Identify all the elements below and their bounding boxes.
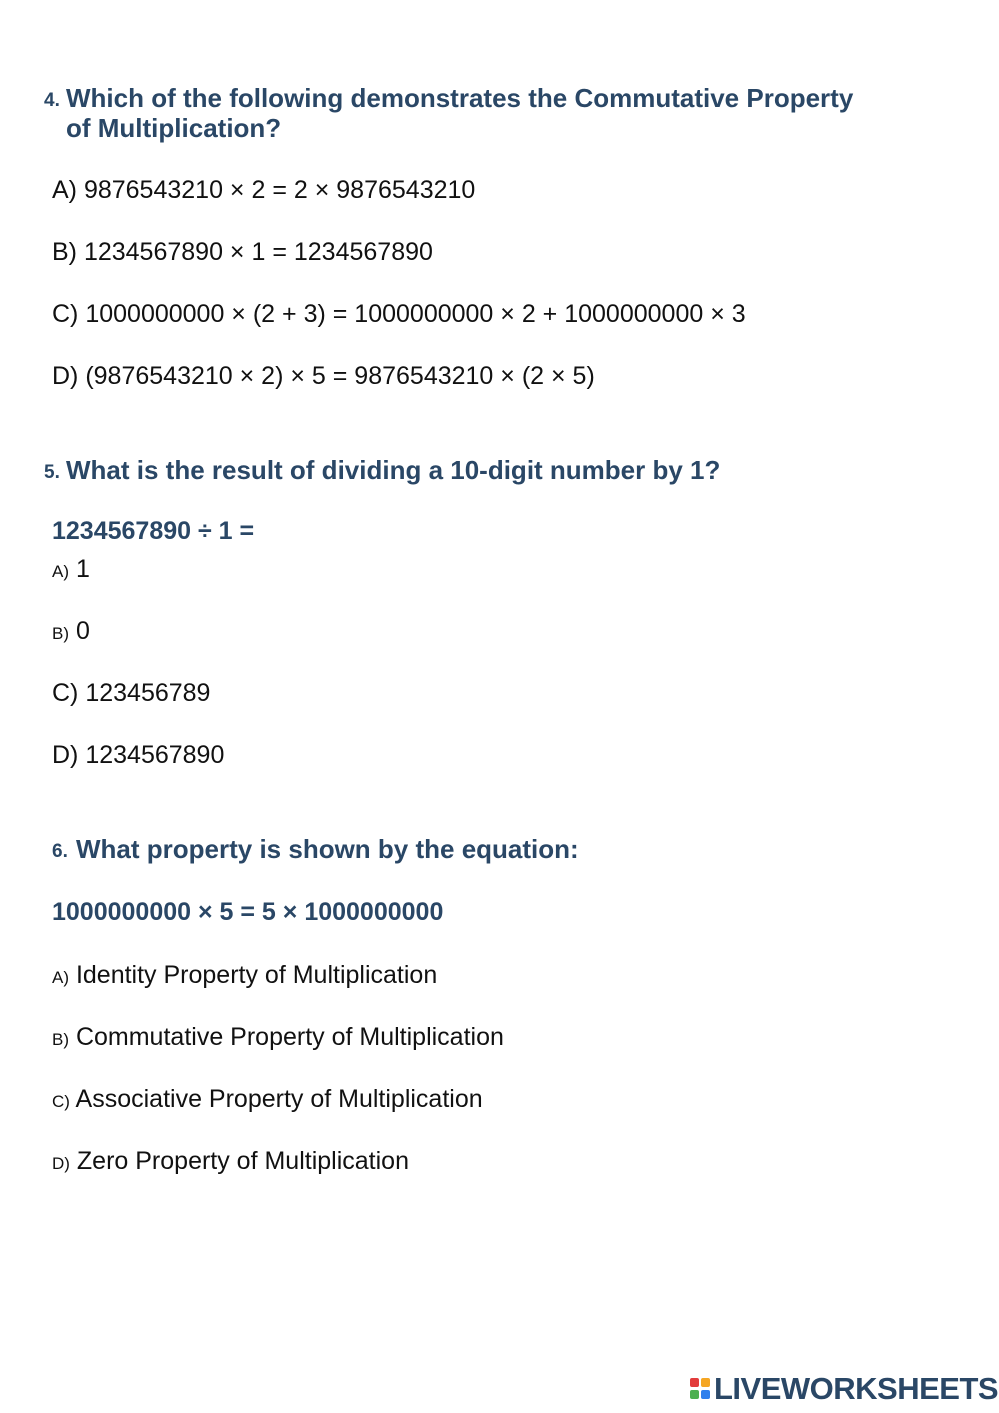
option-d[interactable]: D) 1234567890 bbox=[52, 741, 225, 769]
question-text bbox=[66, 83, 853, 143]
option-text: Identity Property of Multiplication bbox=[75, 961, 438, 989]
option-letter: A) bbox=[52, 562, 69, 581]
question-text-line: Which of the following demonstrates the Commutative Property bbox=[66, 83, 854, 113]
option-letter: A) bbox=[52, 968, 69, 987]
option-text: 1 bbox=[75, 555, 90, 583]
question-number: 6. bbox=[52, 841, 68, 862]
option-c[interactable]: C) 1000000000 × (2 + 3) = 1000000000 × 2 + 1000000000 × 3 bbox=[52, 300, 746, 328]
question-expression: 1234567890 ÷ 1 = bbox=[52, 517, 255, 545]
question-text: What property is shown by the equation: bbox=[76, 834, 579, 864]
question-number: 4. bbox=[44, 90, 60, 111]
question-text-line: of Multiplication? bbox=[66, 113, 282, 143]
option-text: 0 bbox=[75, 617, 90, 645]
logo-blocks-icon bbox=[690, 1376, 712, 1402]
option-letter: D) bbox=[52, 1154, 70, 1173]
option-a[interactable] bbox=[52, 555, 90, 584]
option-b[interactable]: B) 1234567890 × 1 = 1234567890 bbox=[52, 238, 433, 266]
option-d[interactable]: D) (9876543210 × 2) × 5 = 9876543210 × (2 × 5) bbox=[52, 362, 595, 390]
option-b[interactable] bbox=[52, 1023, 504, 1052]
option-c[interactable]: C) 123456789 bbox=[52, 679, 211, 707]
option-letter: B) bbox=[52, 624, 69, 643]
option-a[interactable]: A) 9876543210 × 2 = 2 × 9876543210 bbox=[52, 176, 476, 204]
option-c[interactable] bbox=[52, 1085, 483, 1114]
option-d[interactable] bbox=[52, 1147, 409, 1176]
option-b[interactable] bbox=[52, 617, 90, 646]
question-expression: 1000000000 × 5 = 5 × 1000000000 bbox=[52, 898, 444, 926]
option-letter: B) bbox=[52, 1030, 69, 1049]
option-text: Commutative Property of Multiplication bbox=[75, 1023, 504, 1051]
option-text: Associative Property of Multiplication bbox=[75, 1085, 483, 1113]
option-text: Zero Property of Multiplication bbox=[76, 1147, 409, 1175]
option-a[interactable] bbox=[52, 961, 437, 990]
option-letter: C) bbox=[52, 1092, 70, 1111]
question-text: What is the result of dividing a 10-digit number by 1? bbox=[66, 455, 721, 485]
question-number: 5. bbox=[44, 462, 60, 483]
logo-wordmark: LIVEWORKSHEETS bbox=[714, 1371, 999, 1406]
liveworksheets-logo bbox=[690, 1371, 998, 1407]
